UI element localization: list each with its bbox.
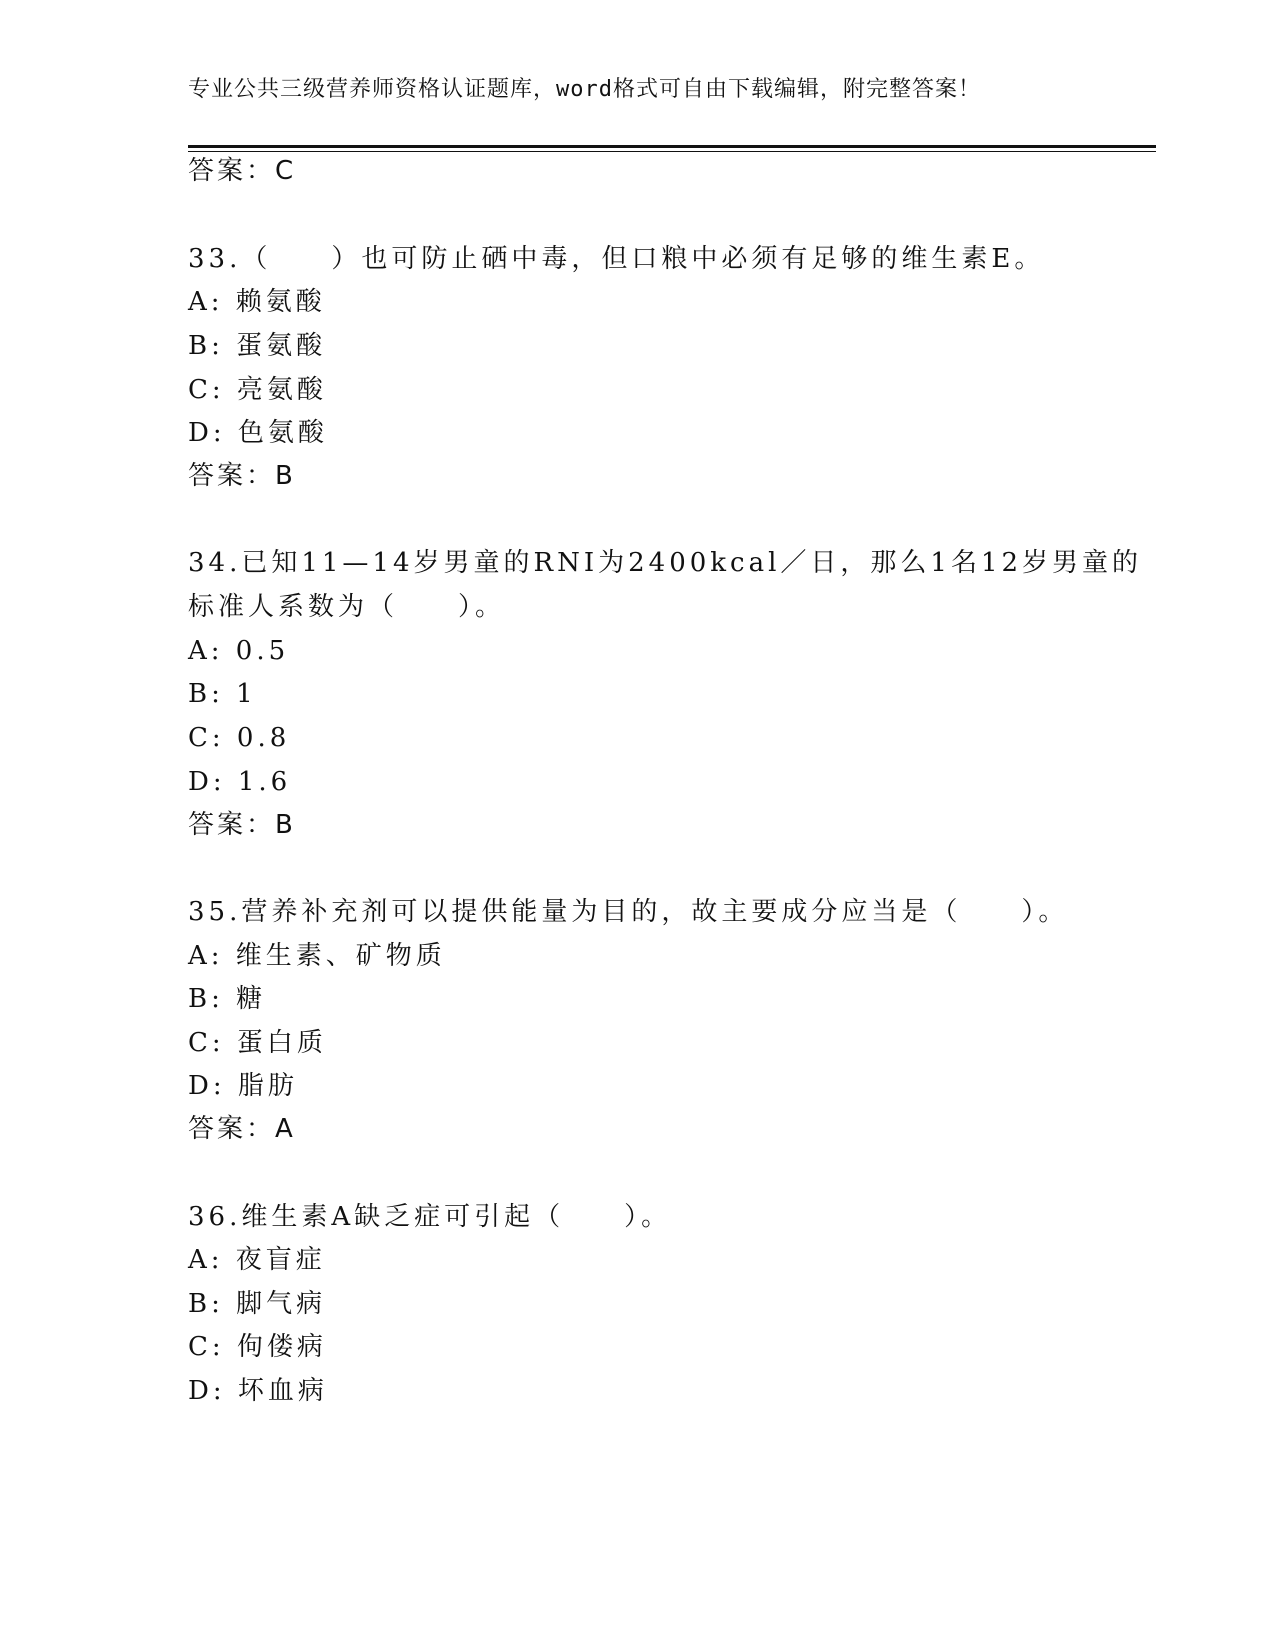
question-stem: 33.（ ）也可防止硒中毒，但口粮中必须有足够的维生素E。: [188, 244, 1045, 274]
option-c: C: 0.8: [188, 723, 291, 753]
question-stem: 35.营养补充剂可以提供能量为目的，故主要成分应当是（ ）。: [188, 897, 1069, 927]
option-a: A: 赖氨酸: [188, 287, 326, 317]
option-c: C: 亮氨酸: [188, 375, 327, 405]
option-b: B: 1: [188, 679, 257, 709]
previous-answer: 答案：C: [188, 156, 297, 186]
header-rule-thick: [188, 145, 1156, 148]
header-rule-thin: [188, 151, 1156, 152]
option-c: C: 蛋白质: [188, 1028, 327, 1058]
option-d: D: 脂肪: [188, 1071, 298, 1101]
option-c: C: 佝偻病: [188, 1332, 327, 1362]
answer: 答案：B: [188, 810, 296, 840]
answer: 答案：A: [188, 1114, 296, 1144]
question-stem: 36.维生素A缺乏症可引起（ ）。: [188, 1202, 672, 1232]
page-header: 专业公共三级营养师资格认证题库，word格式可自由下载编辑，附完整答案！: [188, 77, 981, 102]
option-a: A: 维生素、矿物质: [188, 941, 446, 971]
option-d: D: 色氨酸: [188, 418, 328, 448]
option-a: A: 夜盲症: [188, 1245, 326, 1275]
option-d: D: 1.6: [188, 767, 292, 797]
question-stem-continued: 标准人系数为（ ）。: [188, 592, 506, 622]
option-d: D: 坏血病: [188, 1376, 328, 1406]
option-b: B: 脚气病: [188, 1289, 327, 1319]
option-b: B: 蛋氨酸: [188, 331, 327, 361]
answer: 答案：B: [188, 461, 296, 491]
option-a: A: 0.5: [188, 636, 290, 666]
option-b: B: 糖: [188, 984, 267, 1014]
question-stem: 34.已知11—14岁男童的RNI为2400kcal／日，那么1名12岁男童的: [188, 548, 1143, 578]
